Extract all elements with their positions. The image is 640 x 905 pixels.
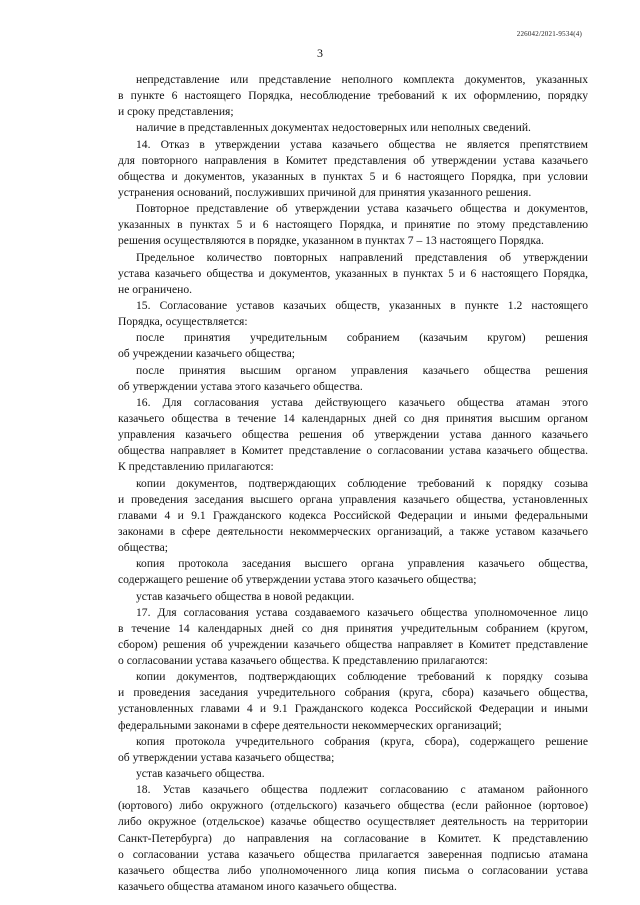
text-line: устав казачьего общества в новой редакции. [136, 589, 355, 603]
text-line: для повторного направления в Комитет представления об утверждении устава казачьего [118, 153, 588, 167]
text-line: либо окружное (отдельское) казачье общество осуществляет деятельность на территории [118, 815, 588, 829]
text-line: копии документов, подтверждающих соблюдение требований к порядку созыва [136, 670, 588, 684]
text-line: устранения оснований, послуживших причиной для принятия указанного решения. [118, 185, 532, 199]
text-line: федеральными законами в сфере деятельности некоммерческих организаций; [118, 718, 502, 732]
document-number: 226042/2021-9534(4) [516, 30, 582, 38]
text-line: об утверждении устава казачьего общества; [118, 750, 335, 764]
text-line: о согласовании устава казачьего общества прилагается заверенная подписью атамана [118, 847, 588, 861]
text-line: в пункте 6 настоящего Порядка, несоблюдение требований к их оформлению, порядку [118, 89, 588, 103]
text-line: указанных в пунктах 5 и 6 настоящего Порядка, и принятие по этому представлению [118, 218, 588, 232]
page-number: 3 [317, 46, 323, 60]
text-line: казачьего общества в течение 14 календарных дней со дня принятия высшим органом [118, 411, 588, 425]
text-line: главами 4 и 9.1 Гражданского кодекса Российской Федерации и иными федеральными [118, 508, 588, 522]
text-line: общества направляет в Комитет представление о согласовании устава казачьего общества. [118, 444, 588, 458]
text-line: 14. Отказ в утверждении устава казачьего общества не является препятствием [136, 137, 588, 151]
text-line: Порядка, осуществляется: [118, 315, 248, 329]
text-line: Повторное представление об утверждении устава казачьего общества и документов, [136, 202, 588, 216]
text-line: 18. Устав казачьего общества подлежит согласованию с атаманом районного [136, 783, 588, 797]
text-line: казачьего общества атаманом иного казачьего общества. [118, 880, 397, 894]
text-line: общества и документов, указанных в пунктах 5 и 6 настоящего Порядка, при условии [118, 169, 588, 183]
text-line: решения осуществляются в порядке, указанном в пунктах 7 – 13 настоящего Порядка. [118, 234, 544, 248]
text-line: законами в сфере деятельности некоммерческих организаций, а также уставом казачьего [118, 524, 588, 538]
text-line: не ограничено. [118, 282, 193, 296]
text-line: об утверждении устава этого казачьего общества. [118, 379, 363, 393]
text-line: и проведения заседания высшего органа управления казачьего общества, установленных [118, 492, 588, 506]
text-line: копия протокола заседания высшего органа управления казачьего общества, [136, 557, 588, 571]
text-line: наличие в представленных документах недостоверных или неполных сведений. [136, 121, 531, 135]
text-line: управления казачьего общества решения об утверждении устава данного казачьего [118, 428, 588, 442]
text-line: Предельное количество повторных направлений представления об утверждении [136, 250, 588, 264]
text-line: устав казачьего общества. [136, 767, 265, 781]
text-line: Санкт-Петербурга) до направления на согласование в Комитет. К представлению [118, 831, 588, 845]
text-line: и проведения заседания учредительного собрания (круга, сбора) казачьего общества, [118, 686, 588, 700]
text-line: казачьего общества либо уполномоченного лица копия письма о согласовании устава [118, 863, 588, 877]
document-body [118, 72, 588, 895]
text-line: после принятия учредительным собранием (казачьим кругом) решения [136, 331, 588, 345]
text-line: 16. Для согласования устава действующего казачьего общества атаман этого [136, 395, 588, 409]
text-line: 15. Согласование уставов казачьих обществ, указанных в пункте 1.2 настоящего [136, 298, 588, 312]
text-line: после принятия высшим органом управления казачьего общества решения [136, 363, 588, 377]
text-line: содержащего решение об утверждении устава этого казачьего общества; [118, 573, 477, 587]
text-line: копия протокола учредительного собрания (круга, сбора), содержащего решение [136, 734, 588, 748]
text-line: сбором) решения об учреждении казачьего общества направляет в Комитет представление [118, 637, 588, 651]
text-line: установленных главами 4 и 9.1 Гражданского кодекса Российской Федерации и иными [118, 702, 588, 716]
text-line: (юртового) либо окружного (отдельского) казачьего общества (если районное (юртовое) [118, 799, 588, 813]
text-line: и сроку представления; [118, 105, 234, 119]
text-line: устава казачьего общества и документов, указанных в пунктах 5 и 6 настоящего Порядка, [118, 266, 588, 280]
text-line: непредставление или представление неполного комплекта документов, указанных [136, 73, 588, 86]
text-line: о согласовании устава казачьего общества. К представлению прилагаются: [118, 654, 488, 668]
text-line: копии документов, подтверждающих соблюдение требований к порядку созыва [136, 476, 588, 490]
text-line: об учреждении казачьего общества; [118, 347, 295, 361]
text-line: К представлению прилагаются: [118, 460, 274, 474]
text-line: общества; [118, 541, 168, 555]
text-line: 17. Для согласования устава создаваемого казачьего общества уполномоченное лицо [136, 605, 588, 619]
text-line: в течение 14 календарных дней со дня принятия учредительным собранием (кругом, [118, 621, 588, 635]
